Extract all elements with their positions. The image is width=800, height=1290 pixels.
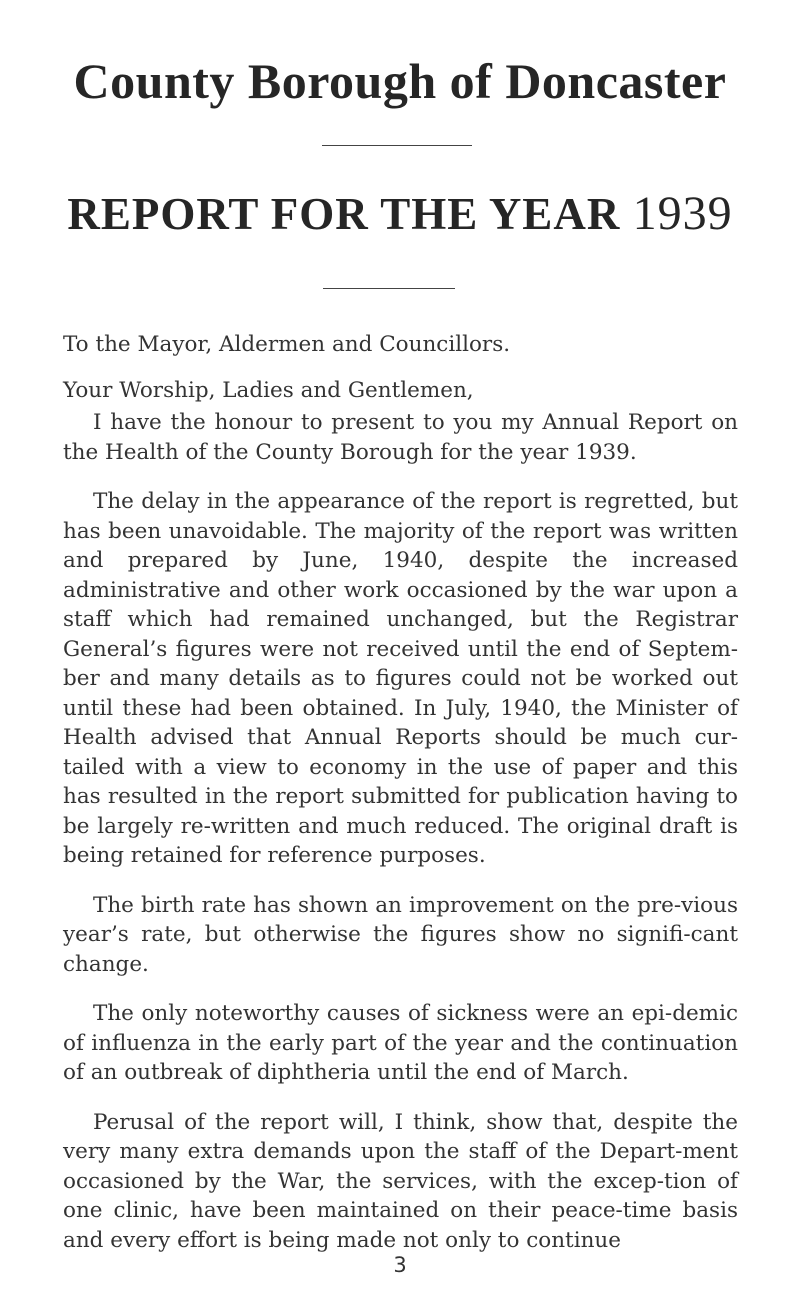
- paragraph-services: Perusal of the report will, I think, show that, despite the very many extra demands upon the staff of the Depart-ment occasioned by the War, the services, with the excep-tion of one clinic, have been maintained on their peace-time basis and every effort is being made not only to continue: [63, 1109, 738, 1253]
- council-title: County Borough of Doncaster: [73, 53, 727, 109]
- letter-body: [63, 330, 738, 1275]
- report-title: [0, 186, 800, 241]
- paragraph-sickness: The only noteworthy causes of sickness were an epi-demic of influenza in the early part of the year and the continuation of an outbreak of diphtheria until the end of March.: [63, 1001, 738, 1085]
- page-number: 3: [393, 1253, 407, 1277]
- paragraph-delay: The delay in the appearance of the report is regretted, but has been unavoidable. The majority of the report was written and prepared by June, 1940, despite the increased administrative and other work occasioned by the war upon a staff which had remained unchanged, but the Registrar General’s figures were not received until the end of Septem-ber and many details as to figures could not be worked out until these had been obtained. In July, 1940, the Minister of Health advised that Annual Reports should be much cur-tailed with a view to economy in the use of paper and this has resulted in the report submitted for publication having to be largely re-written and much reduced. The original draft is being retained for reference purposes.: [63, 489, 738, 868]
- paragraph-intro: I have the honour to present to you my Annual Report on the Health of the County Borough for the year 1939.: [63, 410, 738, 465]
- report-title-text: REPORT FOR THE YEAR: [67, 189, 621, 239]
- greeting-line: Your Worship, Ladies and Gentlemen,: [63, 377, 474, 403]
- report-year: 1939: [632, 187, 733, 240]
- divider-rule-bottom: [323, 288, 455, 289]
- paragraph-birth-rate: The birth rate has shown an improvement on the pre-vious year’s rate, but otherwise the figures show no signifi-cant change.: [63, 892, 738, 977]
- divider-rule-top: [322, 145, 472, 146]
- addressee-line: To the Mayor, Aldermen and Councillors.: [63, 332, 511, 357]
